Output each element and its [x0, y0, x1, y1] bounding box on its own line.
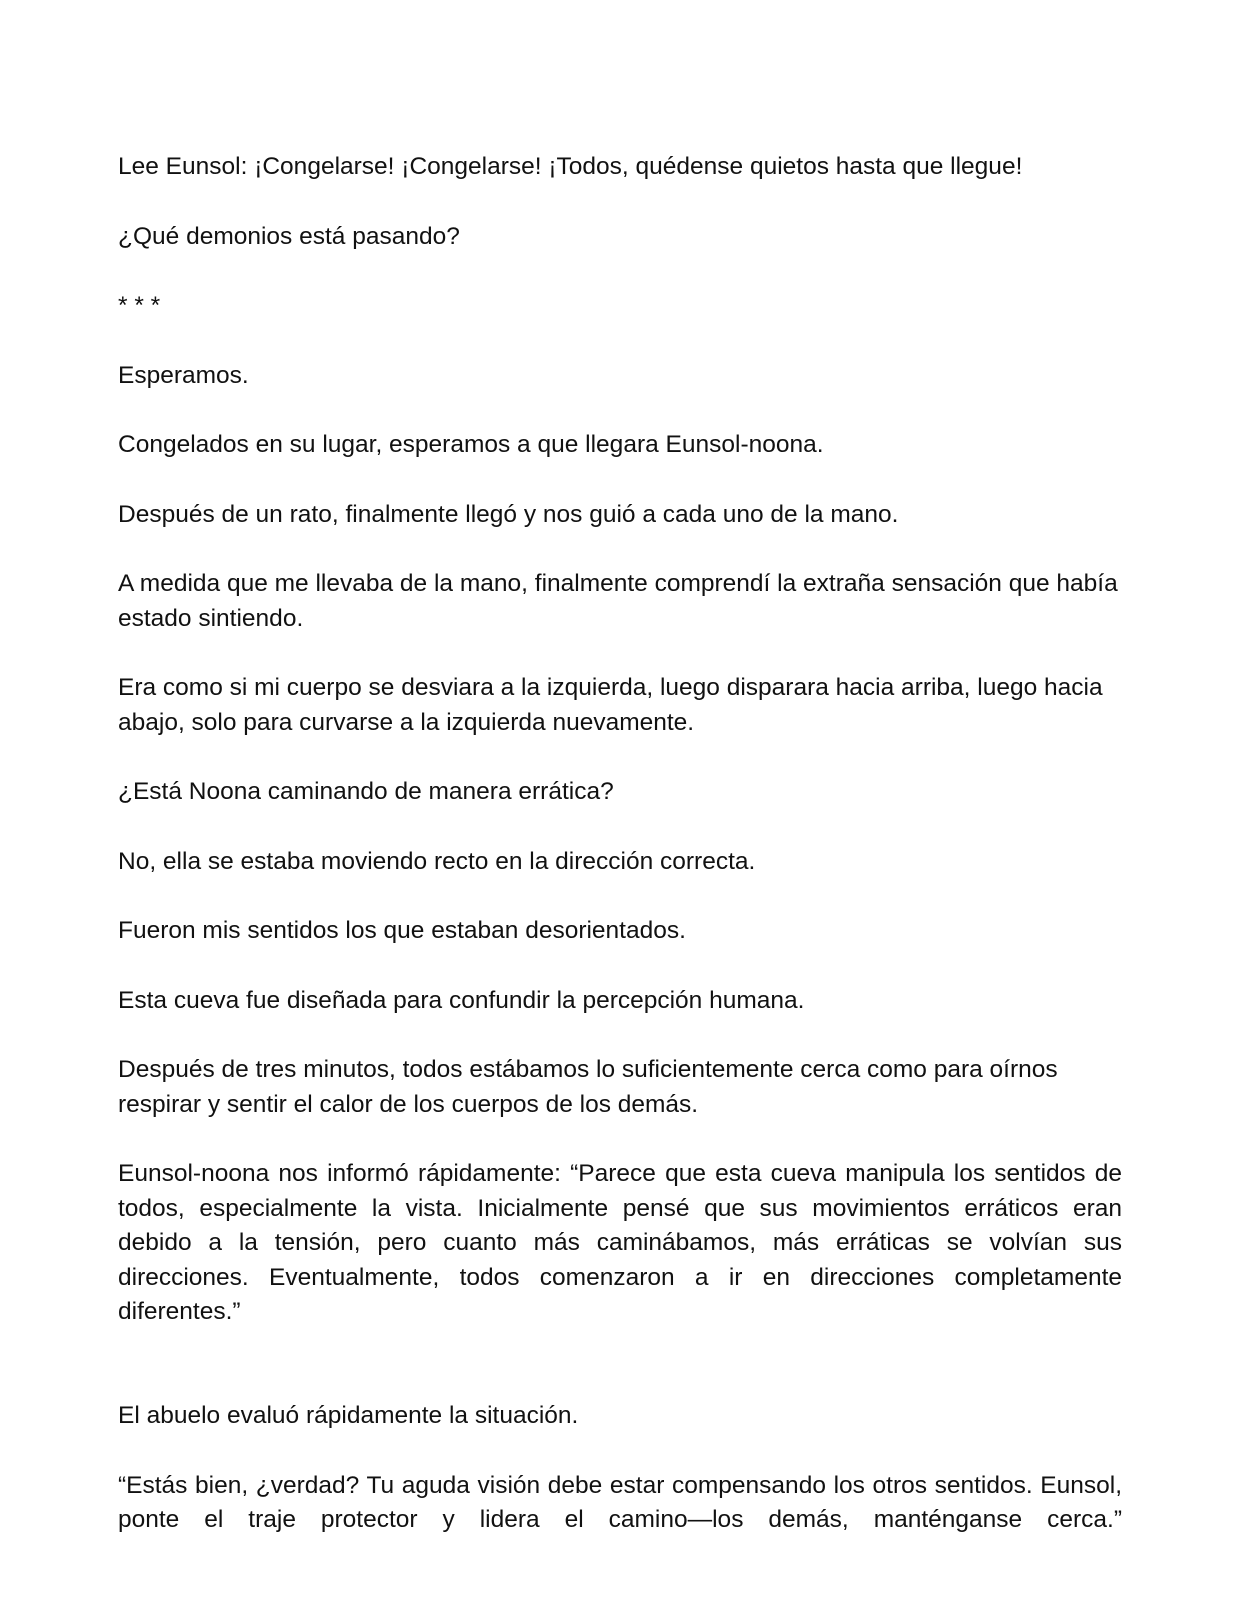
- document-page: [118, 150, 1122, 1607]
- paragraph: “Estás bien, ¿verdad? Tu aguda visión debe estar compensando los otros sentidos. Eunsol, ponte el traje protector y lidera el camino—los demás, manténganse cerca.”: [118, 1471, 1122, 1533]
- paragraph: Lee Eunsol: ¡Congelarse! ¡Congelarse! ¡Todos, quédense quietos hasta que llegue!: [118, 153, 1023, 180]
- paragraph: Eunsol-noona nos informó rápidamente: “Parece que esta cueva manipula los sentidos de todos, especialmente la vista. Inicialmente pensé que sus movimientos erráticos eran debido a la tensión, pero cuanto más caminábamos, más erráticas se volvían sus direcciones. Eventualmente, todos comenzaron a ir en direcciones completamente diferentes.”: [118, 1160, 1122, 1325]
- paragraph: No, ella se estaba moviendo recto en la dirección correcta.: [118, 847, 756, 875]
- paragraph: Esperamos.: [118, 361, 249, 389]
- paragraph: Era como si mi cuerpo se desviara a la izquierda, luego disparara hacia arriba, luego hacia abajo, solo para curvarse a la izquierda nuevamente.: [118, 674, 1103, 736]
- paragraph: Después de tres minutos, todos estábamos lo suficientemente cerca como para oírnos respirar y sentir el calor de los cuerpos de los demás.: [118, 1056, 1058, 1118]
- paragraph: El abuelo evaluó rápidamente la situación.: [118, 1402, 579, 1429]
- paragraph: Fueron mis sentidos los que estaban desorientados.: [118, 917, 686, 944]
- scene-break: * * *: [118, 292, 161, 319]
- paragraph: Después de un rato, finalmente llegó y nos guió a cada uno de la mano.: [118, 500, 899, 528]
- paragraph: ¿Qué demonios está pasando?: [118, 222, 460, 250]
- paragraph: Congelados en su lugar, esperamos a que llegara Eunsol-noona.: [118, 431, 824, 458]
- paragraph: A medida que me llevaba de la mano, finalmente comprendí la extraña sensación que había estado sintiendo.: [118, 570, 1118, 632]
- paragraph: ¿Está Noona caminando de manera errática?: [118, 778, 614, 805]
- paragraph: Esta cueva fue diseñada para confundir la percepción humana.: [118, 986, 805, 1014]
